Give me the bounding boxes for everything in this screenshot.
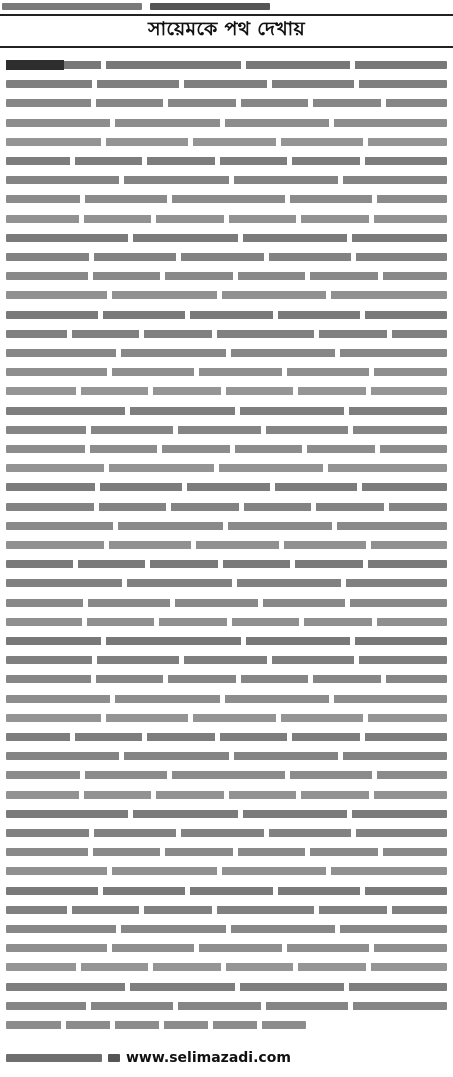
text-line bbox=[6, 695, 447, 703]
word-gap bbox=[335, 349, 340, 357]
word-gap bbox=[378, 272, 383, 280]
word-gap bbox=[157, 445, 162, 453]
text-line bbox=[6, 1002, 447, 1010]
word-gap bbox=[227, 618, 232, 626]
website-link[interactable]: www.selimazadi.com bbox=[126, 1050, 291, 1066]
word-gap bbox=[101, 714, 106, 722]
word-gap bbox=[363, 714, 368, 722]
word-gap bbox=[73, 560, 78, 568]
word-gap bbox=[235, 983, 240, 991]
word-gap bbox=[366, 541, 371, 549]
text-line bbox=[6, 387, 447, 395]
word-gap bbox=[329, 119, 334, 127]
word-gap bbox=[372, 771, 377, 779]
word-gap bbox=[160, 848, 165, 856]
word-gap bbox=[261, 1002, 266, 1010]
word-gap bbox=[351, 253, 356, 261]
word-gap bbox=[116, 925, 121, 933]
word-gap bbox=[110, 1021, 115, 1029]
word-gap bbox=[258, 599, 263, 607]
word-gap bbox=[314, 906, 319, 914]
word-gap bbox=[369, 215, 374, 223]
word-gap bbox=[378, 848, 383, 856]
word-gap bbox=[264, 253, 269, 261]
word-gap bbox=[86, 1002, 91, 1010]
word-gap bbox=[217, 291, 222, 299]
word-gap bbox=[372, 195, 377, 203]
word-gap bbox=[179, 80, 184, 88]
word-gap bbox=[369, 791, 374, 799]
word-gap bbox=[261, 426, 266, 434]
text-line bbox=[6, 483, 447, 491]
word-gap bbox=[350, 61, 355, 69]
word-gap bbox=[170, 599, 175, 607]
word-gap bbox=[86, 426, 91, 434]
word-gap bbox=[267, 80, 272, 88]
word-gap bbox=[335, 925, 340, 933]
word-gap bbox=[381, 675, 386, 683]
word-gap bbox=[88, 272, 93, 280]
word-gap bbox=[176, 253, 181, 261]
text-line bbox=[6, 906, 447, 914]
word-gap bbox=[151, 791, 156, 799]
word-gap bbox=[79, 791, 84, 799]
word-gap bbox=[223, 522, 228, 530]
word-gap bbox=[107, 291, 112, 299]
word-gap bbox=[296, 215, 301, 223]
word-gap bbox=[208, 1021, 213, 1029]
word-gap bbox=[345, 599, 350, 607]
word-gap bbox=[91, 99, 96, 107]
word-gap bbox=[293, 963, 298, 971]
word-gap bbox=[220, 119, 225, 127]
word-gap bbox=[372, 618, 377, 626]
text-line bbox=[6, 752, 447, 760]
word-gap bbox=[296, 791, 301, 799]
word-gap bbox=[101, 637, 106, 645]
word-gap bbox=[282, 368, 287, 376]
word-gap bbox=[366, 387, 371, 395]
word-gap bbox=[191, 541, 196, 549]
word-gap bbox=[270, 483, 275, 491]
text-line bbox=[6, 656, 447, 664]
text-line bbox=[6, 541, 447, 549]
word-gap bbox=[311, 503, 316, 511]
headline-box bbox=[0, 14, 453, 48]
word-gap bbox=[139, 330, 144, 338]
word-gap bbox=[139, 906, 144, 914]
text-line bbox=[6, 426, 447, 434]
word-gap bbox=[326, 291, 331, 299]
word-gap bbox=[369, 368, 374, 376]
word-gap bbox=[323, 464, 328, 472]
word-gap bbox=[375, 445, 380, 453]
top-text-fragment bbox=[0, 0, 453, 14]
word-gap bbox=[110, 695, 115, 703]
word-gap bbox=[354, 80, 359, 88]
text-line bbox=[6, 445, 447, 453]
word-gap bbox=[369, 944, 374, 952]
article-footer bbox=[6, 1048, 447, 1068]
word-gap bbox=[338, 752, 343, 760]
word-gap bbox=[276, 138, 281, 146]
word-gap bbox=[366, 963, 371, 971]
text-line bbox=[6, 407, 447, 415]
word-gap bbox=[348, 426, 353, 434]
word-gap bbox=[341, 579, 346, 587]
word-gap bbox=[215, 157, 220, 165]
word-gap bbox=[76, 963, 81, 971]
word-gap bbox=[276, 714, 281, 722]
word-gap bbox=[67, 906, 72, 914]
word-gap bbox=[160, 272, 165, 280]
word-gap bbox=[229, 176, 234, 184]
text-line bbox=[6, 253, 447, 261]
word-gap bbox=[264, 829, 269, 837]
word-gap bbox=[387, 906, 392, 914]
article-body bbox=[6, 56, 447, 1042]
word-gap bbox=[70, 733, 75, 741]
text-line bbox=[150, 3, 270, 10]
word-gap bbox=[329, 695, 334, 703]
text-line bbox=[6, 637, 447, 645]
word-gap bbox=[360, 311, 365, 319]
text-line bbox=[6, 119, 447, 127]
word-gap bbox=[285, 771, 290, 779]
word-gap bbox=[163, 675, 168, 683]
text-line bbox=[6, 503, 447, 511]
word-gap bbox=[119, 752, 124, 760]
word-gap bbox=[89, 253, 94, 261]
text-line bbox=[6, 944, 447, 952]
word-gap bbox=[305, 272, 310, 280]
word-gap bbox=[92, 80, 97, 88]
word-gap bbox=[235, 407, 240, 415]
text-line bbox=[6, 887, 447, 895]
word-gap bbox=[348, 1002, 353, 1010]
word-gap bbox=[113, 522, 118, 530]
word-gap bbox=[230, 445, 235, 453]
word-gap bbox=[107, 867, 112, 875]
word-gap bbox=[354, 656, 359, 664]
word-gap bbox=[233, 272, 238, 280]
word-gap bbox=[326, 867, 331, 875]
word-gap bbox=[151, 215, 156, 223]
word-gap bbox=[101, 61, 106, 69]
word-gap bbox=[363, 138, 368, 146]
word-gap bbox=[218, 560, 223, 568]
word-gap bbox=[257, 1021, 262, 1029]
text-line bbox=[6, 234, 447, 242]
word-gap bbox=[387, 330, 392, 338]
word-gap bbox=[83, 599, 88, 607]
word-gap bbox=[215, 733, 220, 741]
word-gap bbox=[282, 944, 287, 952]
word-gap bbox=[238, 810, 243, 818]
word-gap bbox=[185, 311, 190, 319]
word-gap bbox=[224, 215, 229, 223]
word-gap bbox=[236, 675, 241, 683]
word-gap bbox=[163, 99, 168, 107]
word-gap bbox=[273, 311, 278, 319]
word-gap bbox=[347, 810, 352, 818]
text-line bbox=[6, 599, 447, 607]
word-gap bbox=[384, 503, 389, 511]
word-gap bbox=[238, 234, 243, 242]
word-gap bbox=[101, 138, 106, 146]
word-gap bbox=[104, 464, 109, 472]
word-gap bbox=[279, 541, 284, 549]
text-line bbox=[6, 80, 447, 88]
word-gap bbox=[88, 848, 93, 856]
word-gap bbox=[167, 771, 172, 779]
word-gap bbox=[273, 887, 278, 895]
word-gap bbox=[125, 983, 130, 991]
word-gap bbox=[305, 848, 310, 856]
word-gap bbox=[308, 675, 313, 683]
word-gap bbox=[176, 829, 181, 837]
word-gap bbox=[212, 330, 217, 338]
word-gap bbox=[182, 483, 187, 491]
word-gap bbox=[95, 483, 100, 491]
text-line bbox=[6, 714, 447, 722]
word-gap bbox=[302, 445, 307, 453]
word-gap bbox=[287, 157, 292, 165]
word-gap bbox=[61, 1021, 66, 1029]
text-line bbox=[6, 829, 447, 837]
word-gap bbox=[125, 407, 130, 415]
word-gap bbox=[128, 234, 133, 242]
word-gap bbox=[239, 503, 244, 511]
word-gap bbox=[285, 195, 290, 203]
word-gap bbox=[173, 1002, 178, 1010]
word-gap bbox=[107, 944, 112, 952]
word-gap bbox=[347, 234, 352, 242]
word-gap bbox=[119, 176, 124, 184]
text-line bbox=[6, 138, 447, 146]
word-gap bbox=[224, 791, 229, 799]
word-gap bbox=[67, 330, 72, 338]
word-gap bbox=[148, 387, 153, 395]
word-gap bbox=[314, 330, 319, 338]
word-gap bbox=[104, 541, 109, 549]
text-line bbox=[6, 368, 447, 376]
word-gap bbox=[128, 810, 133, 818]
word-gap bbox=[221, 963, 226, 971]
word-gap bbox=[221, 387, 226, 395]
word-gap bbox=[236, 99, 241, 107]
word-gap bbox=[232, 579, 237, 587]
word-gap bbox=[233, 848, 238, 856]
word-gap bbox=[89, 829, 94, 837]
word-gap bbox=[98, 311, 103, 319]
word-gap bbox=[185, 887, 190, 895]
word-gap bbox=[179, 656, 184, 664]
word-gap bbox=[226, 349, 231, 357]
word-gap bbox=[360, 887, 365, 895]
text-line bbox=[6, 311, 447, 319]
word-gap bbox=[217, 867, 222, 875]
text-line bbox=[6, 983, 447, 991]
word-gap bbox=[82, 618, 87, 626]
word-gap bbox=[290, 560, 295, 568]
word-gap bbox=[98, 887, 103, 895]
text-line bbox=[6, 176, 447, 184]
word-gap bbox=[267, 656, 272, 664]
word-gap bbox=[94, 503, 99, 511]
text-line bbox=[108, 1054, 120, 1062]
word-gap bbox=[241, 61, 246, 69]
word-gap bbox=[122, 579, 127, 587]
word-gap bbox=[167, 195, 172, 203]
word-gap bbox=[76, 387, 81, 395]
word-gap bbox=[357, 483, 362, 491]
word-gap bbox=[212, 906, 217, 914]
word-gap bbox=[107, 368, 112, 376]
word-gap bbox=[344, 983, 349, 991]
word-gap bbox=[229, 752, 234, 760]
word-gap bbox=[338, 176, 343, 184]
text-line bbox=[6, 810, 447, 818]
word-gap bbox=[159, 1021, 164, 1029]
word-gap bbox=[360, 733, 365, 741]
word-gap bbox=[299, 618, 304, 626]
word-gap bbox=[287, 733, 292, 741]
word-gap bbox=[188, 714, 193, 722]
word-gap bbox=[85, 445, 90, 453]
word-gap bbox=[110, 119, 115, 127]
word-gap bbox=[332, 522, 337, 530]
text-line bbox=[6, 579, 447, 587]
word-gap bbox=[194, 368, 199, 376]
word-gap bbox=[142, 733, 147, 741]
word-gap bbox=[91, 675, 96, 683]
text-line bbox=[6, 330, 447, 338]
word-gap bbox=[360, 157, 365, 165]
word-gap bbox=[381, 99, 386, 107]
word-gap bbox=[70, 157, 75, 165]
word-gap bbox=[214, 464, 219, 472]
text-line bbox=[6, 1054, 102, 1062]
word-gap bbox=[142, 157, 147, 165]
text-line bbox=[6, 61, 447, 69]
text-line bbox=[6, 291, 447, 299]
text-line bbox=[6, 963, 447, 971]
word-gap bbox=[308, 99, 313, 107]
word-gap bbox=[173, 426, 178, 434]
word-gap bbox=[166, 503, 171, 511]
word-gap bbox=[92, 656, 97, 664]
word-gap bbox=[350, 637, 355, 645]
text-line bbox=[6, 195, 447, 203]
article-headline: সায়েমকে পথ দেখায় bbox=[148, 18, 305, 40]
word-gap bbox=[293, 387, 298, 395]
word-gap bbox=[116, 349, 121, 357]
text-line bbox=[6, 464, 447, 472]
word-gap bbox=[194, 944, 199, 952]
word-gap bbox=[80, 195, 85, 203]
text-line bbox=[6, 771, 447, 779]
word-gap bbox=[145, 560, 150, 568]
word-gap bbox=[344, 407, 349, 415]
word-gap bbox=[363, 560, 368, 568]
text-line bbox=[2, 3, 142, 10]
word-gap bbox=[154, 618, 159, 626]
word-gap bbox=[220, 695, 225, 703]
word-gap bbox=[226, 925, 231, 933]
word-gap bbox=[351, 829, 356, 837]
word-gap bbox=[241, 637, 246, 645]
word-gap bbox=[188, 138, 193, 146]
word-gap bbox=[148, 963, 153, 971]
word-gap bbox=[80, 771, 85, 779]
text-line bbox=[6, 867, 447, 875]
word-gap bbox=[79, 215, 84, 223]
